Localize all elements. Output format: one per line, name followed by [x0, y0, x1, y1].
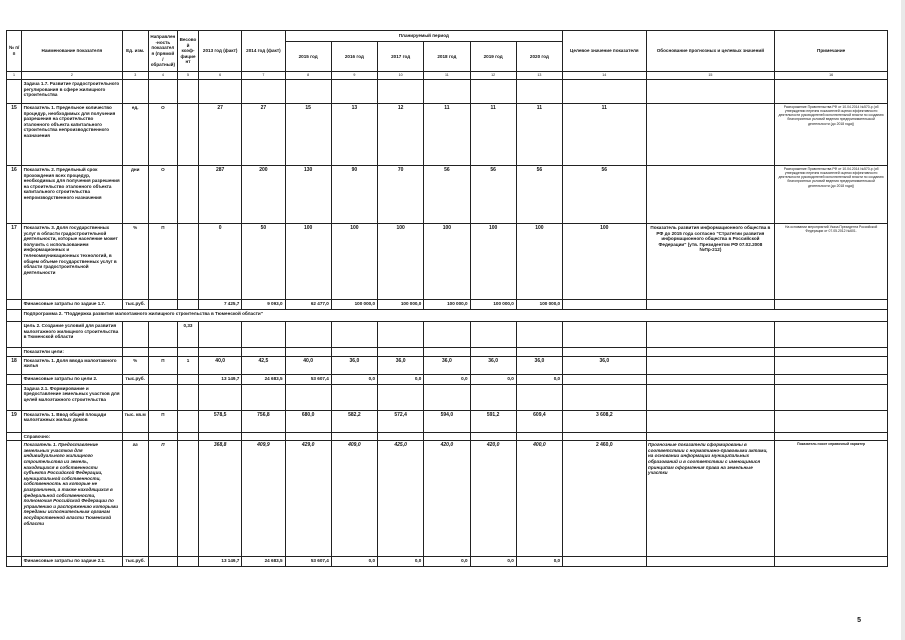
value-2016: 582,2: [331, 410, 377, 432]
value-2015: 100: [285, 224, 331, 300]
col-number: 5: [177, 72, 198, 80]
target-value: 100: [563, 224, 646, 300]
value-2016: 100 000,0: [331, 300, 377, 310]
target-value: 2 460,0: [563, 441, 646, 557]
header-target: Целевое значение показателя: [563, 31, 646, 72]
header-2017: 2017 год: [378, 42, 424, 72]
col-number: 11: [424, 72, 470, 80]
value-2014: 24 683,5: [242, 557, 285, 567]
value-2013: 40,0: [199, 356, 242, 374]
col-number: 4: [148, 72, 177, 80]
value-2013: 287: [199, 166, 242, 224]
value-2019: 11: [470, 104, 516, 166]
header-row-1: [7, 31, 888, 42]
header-reason: Обоснование прогнозных и целевых значений: [646, 31, 775, 72]
value-2017: 12: [378, 104, 424, 166]
weight-cell: [177, 166, 198, 224]
value-2013: 13 149,7: [199, 557, 242, 567]
col-number: 1: [7, 72, 22, 80]
value-2018: 100 000,0: [424, 300, 470, 310]
subprogram-title: Подпрограмма 2. "Поддержка развития малоэтажного жилищного строительства в Тюменской области": [22, 310, 888, 322]
value-2014: 756,8: [242, 410, 285, 432]
value-2019: 100: [470, 224, 516, 300]
value-2013: 7 425,7: [199, 300, 242, 310]
goal-title: Цель 2. Создание условий для развития малоэтажного жилищного строительства в Тюменской области: [22, 322, 123, 348]
value-2018: 0,0: [424, 374, 470, 384]
header-2014: 2014 год (факт): [242, 31, 285, 72]
col-number: 16: [775, 72, 888, 80]
table-row: [7, 166, 888, 224]
value-2020: 609,4: [516, 410, 562, 432]
value-2016: 13: [331, 104, 377, 166]
value-2014: 42,5: [242, 356, 285, 374]
value-2017: 0,0: [378, 557, 424, 567]
note-cell: Распоряжение Правительства РФ от 10.04.2014 №570-р (об утверждении перечня показателей оценки эффективности деятельности руководителей исполнительной власти по созданию благоприятных условий ведения предпринимательской деятельности (до 2018 года)): [775, 166, 888, 224]
value-2020: 0,0: [516, 557, 562, 567]
value-2017: 100 000,0: [378, 300, 424, 310]
weight-cell: [177, 104, 198, 166]
value-2020: 100 000,0: [516, 300, 562, 310]
value-2016: 0,0: [331, 557, 377, 567]
reason-cell: [646, 166, 775, 224]
indicator-table-container: [6, 30, 888, 567]
value-2015: 130: [285, 166, 331, 224]
header-note: Примечание: [775, 31, 888, 72]
column-number-row: [7, 72, 888, 80]
unit-cell: дни: [122, 166, 148, 224]
financial-label: Финансовые затраты по задаче 2.1.: [22, 557, 123, 567]
target-value: 11: [563, 104, 646, 166]
unit-cell: тыс.руб.: [122, 557, 148, 567]
value-2015: 15: [285, 104, 331, 166]
indicator-table: [6, 30, 888, 567]
value-2014: 9 093,0: [242, 300, 285, 310]
reason-cell: [646, 104, 775, 166]
value-2016: 36,0: [331, 356, 377, 374]
value-2018: 594,0: [424, 410, 470, 432]
value-2016: 409,0: [331, 441, 377, 557]
reason-cell: Показатель развития информационного общества в РФ до 2015 года согласно "Стратегии развития информационного общества в Российской Федерации" (утв. Президентом РФ 07.02.2008 №Пр-212): [646, 224, 775, 300]
subprogram-row: [7, 310, 888, 322]
value-2014: 27: [242, 104, 285, 166]
value-2019: 591,2: [470, 410, 516, 432]
value-2014: 409,9: [242, 441, 285, 557]
col-number: 8: [285, 72, 331, 80]
table-row: [7, 441, 888, 557]
indicator-name: Показатель 1. Доля ввода малоэтажного жилья: [22, 356, 123, 374]
value-2019: 420,0: [470, 441, 516, 557]
value-2020: 36,0: [516, 356, 562, 374]
unit-cell: %: [122, 356, 148, 374]
direction-cell: О: [148, 166, 177, 224]
page-number: 5: [857, 617, 861, 624]
row-number: 17: [7, 224, 22, 300]
task-row: [7, 384, 888, 410]
value-2013: 13 149,7: [199, 374, 242, 384]
table-row: [7, 356, 888, 374]
value-2017: 36,0: [378, 356, 424, 374]
value-2018: 100: [424, 224, 470, 300]
col-number: 7: [242, 72, 285, 80]
target-value: 3 608,2: [563, 410, 646, 432]
value-2019: 100 000,0: [470, 300, 516, 310]
col-number: 6: [199, 72, 242, 80]
col-number: 12: [470, 72, 516, 80]
value-2020: 0,0: [516, 374, 562, 384]
header-2013: 2013 год (факт): [199, 31, 242, 72]
value-2014: 24 683,5: [242, 374, 285, 384]
value-2019: 56: [470, 166, 516, 224]
value-2013: 27: [199, 104, 242, 166]
note-cell: Показатель носит справочный характер: [775, 441, 888, 557]
note-cell: Распоряжение Правительства РФ от 10.04.2014 №570-р (об утверждении перечня показателей оценки эффективности деятельности руководителей исполнительной власти по созданию благоприятных условий ведения предпринимательской деятельности (до 2018 года)): [775, 104, 888, 166]
col-number: 3: [122, 72, 148, 80]
note-cell: На основании мероприятий Указа Президента Российской Федерации от 07.05.2012 №601.: [775, 224, 888, 300]
table-row: [7, 410, 888, 432]
value-2017: 70: [378, 166, 424, 224]
direction-cell: П: [148, 441, 177, 557]
value-2014: 200: [242, 166, 285, 224]
indicator-name: Показатель 1. Предоставление земельных участков для индивидуального жилищного строительства из земель, находящихся в собственности субъекта Российской Федерации, муниципальной собственности, собственность на которые не разграничена, а также находящихся в федеральной собственности, полномочия Российской Федерации по управлению и распоряжению которыми переданы исполнительным органам государственной власти Тюменской области: [22, 441, 123, 557]
direction-cell: П: [148, 410, 177, 432]
direction-cell: П: [148, 224, 177, 300]
value-2013: 578,5: [199, 410, 242, 432]
task-row: [7, 80, 888, 104]
col-number: 15: [646, 72, 775, 80]
value-2016: 100: [331, 224, 377, 300]
value-2018: 420,0: [424, 441, 470, 557]
value-2013: 0: [199, 224, 242, 300]
header-no: № п/п: [7, 31, 22, 72]
unit-cell: ед.: [122, 104, 148, 166]
value-2017: 425,0: [378, 441, 424, 557]
value-2018: 0,0: [424, 557, 470, 567]
financial-label: Финансовые затраты по цели 2.: [22, 374, 123, 384]
indicator-name: Показатель 3. Доля государственных услуг в области градостроительной деятельности, которые население может получить с использованием информационных и телекоммуникационных технологий, в общем объеме государственных услуг в области градостроительной деятельности: [22, 224, 123, 300]
header-2018: 2018 год: [424, 42, 470, 72]
row-number: 16: [7, 166, 22, 224]
unit-cell: га: [122, 441, 148, 557]
header-unit: Ед. изм.: [122, 31, 148, 72]
value-2017: 100: [378, 224, 424, 300]
value-2016: 0,0: [331, 374, 377, 384]
goal-row: [7, 322, 888, 348]
value-2016: 90: [331, 166, 377, 224]
target-value: 36,0: [563, 356, 646, 374]
value-2019: 0,0: [470, 374, 516, 384]
header-plan-period: Планируемый период: [285, 31, 563, 42]
header-2020: 2020 год: [516, 42, 562, 72]
col-number: 2: [22, 72, 123, 80]
weight-cell: 1: [177, 356, 198, 374]
indicator-name: Показатель 1. Предельное количество процедур, необходимых для получения разрешения на строительство эталонного объекта капитального строительства непроизводственного назначения: [22, 104, 123, 166]
value-2018: 56: [424, 166, 470, 224]
header-weight: Весовой коэф-фициент: [177, 31, 198, 72]
col-number: 10: [378, 72, 424, 80]
reference-label: Справочно:: [22, 432, 123, 441]
col-number: 13: [516, 72, 562, 80]
reason-cell: Прогнозные показатели сформированы в соответствии с нормативно-правовыми актами, на основании информации муниципальных образований и в соответствии с имеющимися принципам оформления права на земельные участки: [646, 441, 775, 557]
col-number: 14: [563, 72, 646, 80]
value-2018: 36,0: [424, 356, 470, 374]
value-2019: 36,0: [470, 356, 516, 374]
value-2020: 56: [516, 166, 562, 224]
header-2016: 2016 год: [331, 42, 377, 72]
task-title: Задача 2.1. Формирование и предоставление земельных участков для целей малоэтажного строительства: [22, 384, 123, 410]
unit-cell: тыс.руб.: [122, 300, 148, 310]
goal-indicators-label: Показатели цели:: [22, 348, 123, 357]
goal-indicators-row: [7, 348, 888, 357]
financial-row: [7, 300, 888, 310]
value-2015: 40,0: [285, 356, 331, 374]
value-2015: 429,0: [285, 441, 331, 557]
value-2015: 680,0: [285, 410, 331, 432]
direction-cell: О: [148, 104, 177, 166]
goal-weight: 0,33: [177, 322, 198, 348]
row-number: 18: [7, 356, 22, 374]
indicator-name: Показатель 2. Предельный срок прохождения всех процедур, необходимых для получения разрешения на строительство эталонного объекта капитального строительства непроизводственного назначения: [22, 166, 123, 224]
unit-cell: тыс.руб.: [122, 374, 148, 384]
value-2017: 572,4: [378, 410, 424, 432]
value-2017: 0,0: [378, 374, 424, 384]
target-value: 56: [563, 166, 646, 224]
financial-label: Финансовые затраты по задаче 1.7.: [22, 300, 123, 310]
value-2013: 368,8: [199, 441, 242, 557]
header-name: Наименование показателя: [22, 31, 123, 72]
direction-cell: П: [148, 356, 177, 374]
weight-cell: [177, 224, 198, 300]
value-2015: 53 607,4: [285, 557, 331, 567]
reference-row: [7, 432, 888, 441]
col-number: 9: [331, 72, 377, 80]
value-2015: 62 477,0: [285, 300, 331, 310]
task-title: Задача 1.7. Развитие градостроительного регулирования в сфере жилищного строительства: [22, 80, 123, 104]
unit-cell: %: [122, 224, 148, 300]
value-2020: 11: [516, 104, 562, 166]
financial-row: [7, 374, 888, 384]
header-2015: 2015 год: [285, 42, 331, 72]
value-2019: 0,0: [470, 557, 516, 567]
value-2014: 50: [242, 224, 285, 300]
header-2019: 2019 год: [470, 42, 516, 72]
header-direction: Направлен-ность показателя (прямой / обратный): [148, 31, 177, 72]
value-2018: 11: [424, 104, 470, 166]
weight-cell: [177, 410, 198, 432]
value-2020: 100: [516, 224, 562, 300]
row-number: 15: [7, 104, 22, 166]
table-row: [7, 104, 888, 166]
value-2015: 53 607,4: [285, 374, 331, 384]
unit-cell: тыс. кв.м: [122, 410, 148, 432]
row-number: 19: [7, 410, 22, 432]
indicator-name: Показатель 1. Ввод общей площади малоэтажных жилых домов: [22, 410, 123, 432]
table-row: [7, 224, 888, 300]
value-2020: 400,0: [516, 441, 562, 557]
financial-row: [7, 557, 888, 567]
scan-edge: [901, 0, 905, 640]
